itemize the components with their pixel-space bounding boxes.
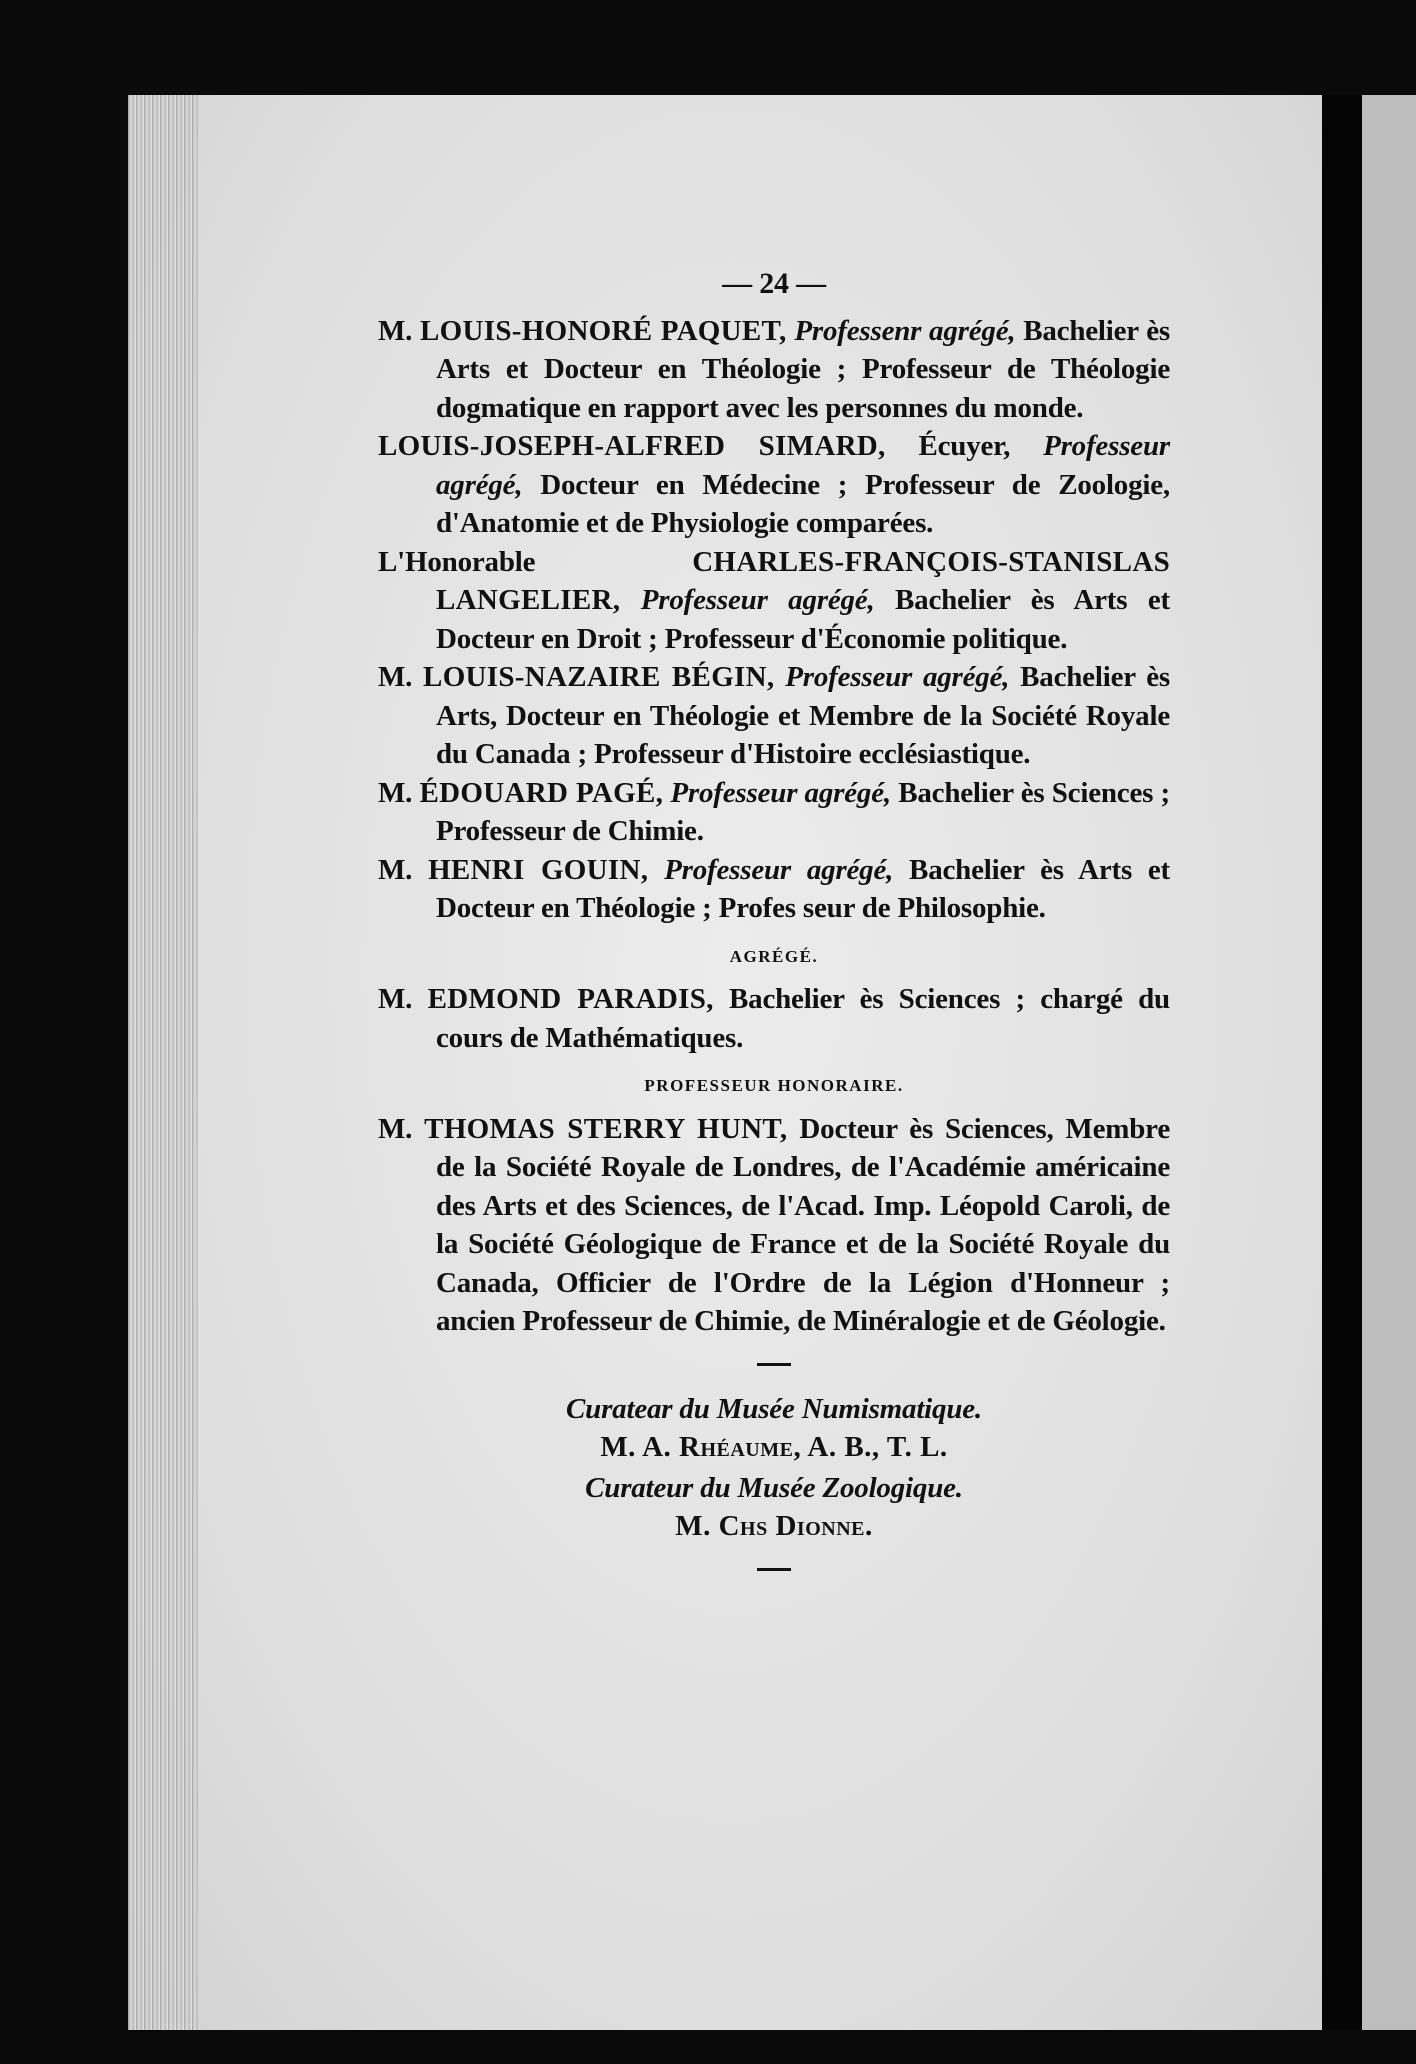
curator-title-numismatique: Curatear du Musée Numismatique. xyxy=(566,1392,982,1425)
faculty-entry xyxy=(378,312,1170,428)
entry-title: Professeur agrégé, xyxy=(664,853,894,886)
page-binding-edge xyxy=(128,95,198,2030)
entry-description: Bachelier ès Sciences ; Professeur de Chimie. xyxy=(436,776,1170,847)
entry-name: THOMAS STERRY HUNT, xyxy=(424,1112,788,1145)
entry-prefix: M. xyxy=(378,776,413,809)
entry-title: Professeur agrégé, xyxy=(436,430,1170,501)
entry-description: Bachelier ès Arts et Docteur en Théologie ; Professeur de Théologie dogmatique en rapport avec les personnes du monde. xyxy=(436,314,1170,424)
entry-description: Bachelier ès Arts, Docteur en Théologie et Membre de la Société Royale du Canada ; Professeur d'Histoire ecclésiastique. xyxy=(436,661,1170,770)
entry-prefix: M. xyxy=(378,983,413,1015)
entry-description: Bachelier ès Arts et Docteur en Théologie ; Profes seur de Philosophie. xyxy=(436,853,1170,924)
entry-name: LOUIS-HONORÉ PAQUET, xyxy=(420,314,787,347)
curator-name-zoologique: M. Chs Dionne. xyxy=(675,1510,873,1542)
entry-name: ÉDOUARD PAGÉ, xyxy=(419,776,664,809)
entry-description: Docteur en Médecine ; Professeur de Zoologie, d'Anatomie et de Physiologie comparées. xyxy=(436,468,1170,539)
entry-name: CHARLES-FRANÇOIS-STANISLAS LANGELIER, xyxy=(436,545,1170,616)
curator-name-numismatique: M. A. Rhéaume, A. B., T. L. xyxy=(600,1431,948,1463)
faculty-entry xyxy=(378,774,1170,851)
entry-title: Professeur agrégé, xyxy=(785,661,1010,693)
entry-prefix: M. xyxy=(378,1112,413,1145)
faculty-entry xyxy=(378,851,1170,928)
entry-prefix: M. xyxy=(378,661,413,693)
entry-description: Bachelier ès Arts et Docteur en Droit ; Professeur d'Économie politique. xyxy=(436,584,1170,655)
agrege-entry xyxy=(378,980,1170,1057)
entry-description: Docteur ès Sciences, Membre de la Société Royale de Londres, de l'Académie américaine des Arts et des Sciences, de l'Acad. Imp. Léopold Caroli, de la Société Géologique de France et de la Société Royale du Canada, Officier de l'Ordre de la Légion d'Honneur ; ancien Professeur de Chimie, de Minéralogie et de Géologie. xyxy=(436,1112,1170,1337)
faculty-entry xyxy=(378,658,1170,774)
entry-title: Professeur agrégé, xyxy=(670,776,891,809)
entry-title: Professenr agrégé, xyxy=(794,314,1016,347)
entry-name: LOUIS-NAZAIRE BÉGIN, xyxy=(423,661,775,693)
faculty-entry xyxy=(378,427,1170,543)
section-divider xyxy=(757,1363,791,1366)
facing-page-edge xyxy=(1362,95,1416,2030)
page-number: — 24 — xyxy=(722,267,826,300)
section-heading-honoraire: PROFESSEUR HONORAIRE. xyxy=(644,1076,904,1095)
entry-title: Professeur agrégé, xyxy=(640,584,875,616)
facing-page-shadow xyxy=(1322,95,1362,2030)
entry-pre-title: Écuyer, xyxy=(918,430,1011,462)
entry-name: EDMOND PARADIS, xyxy=(427,983,714,1015)
page-text xyxy=(378,265,1170,1595)
curator-title-zoologique: Curateur du Musée Zoologique. xyxy=(585,1471,963,1504)
entry-prefix: M. xyxy=(378,853,413,886)
end-divider xyxy=(757,1568,791,1571)
entry-name: HENRI GOUIN, xyxy=(428,853,649,886)
entry-prefix: M. xyxy=(378,314,413,347)
section-heading-agrege: AGRÉGÉ. xyxy=(729,946,819,966)
faculty-entry xyxy=(378,543,1170,659)
entry-description: Bachelier ès Sciences ; chargé du cours de Mathématiques. xyxy=(436,983,1170,1054)
entry-prefix: L'Honorable xyxy=(378,545,536,578)
entry-name: LOUIS-JOSEPH-ALFRED SIMARD, xyxy=(378,430,886,462)
honoraire-entry xyxy=(378,1110,1170,1341)
